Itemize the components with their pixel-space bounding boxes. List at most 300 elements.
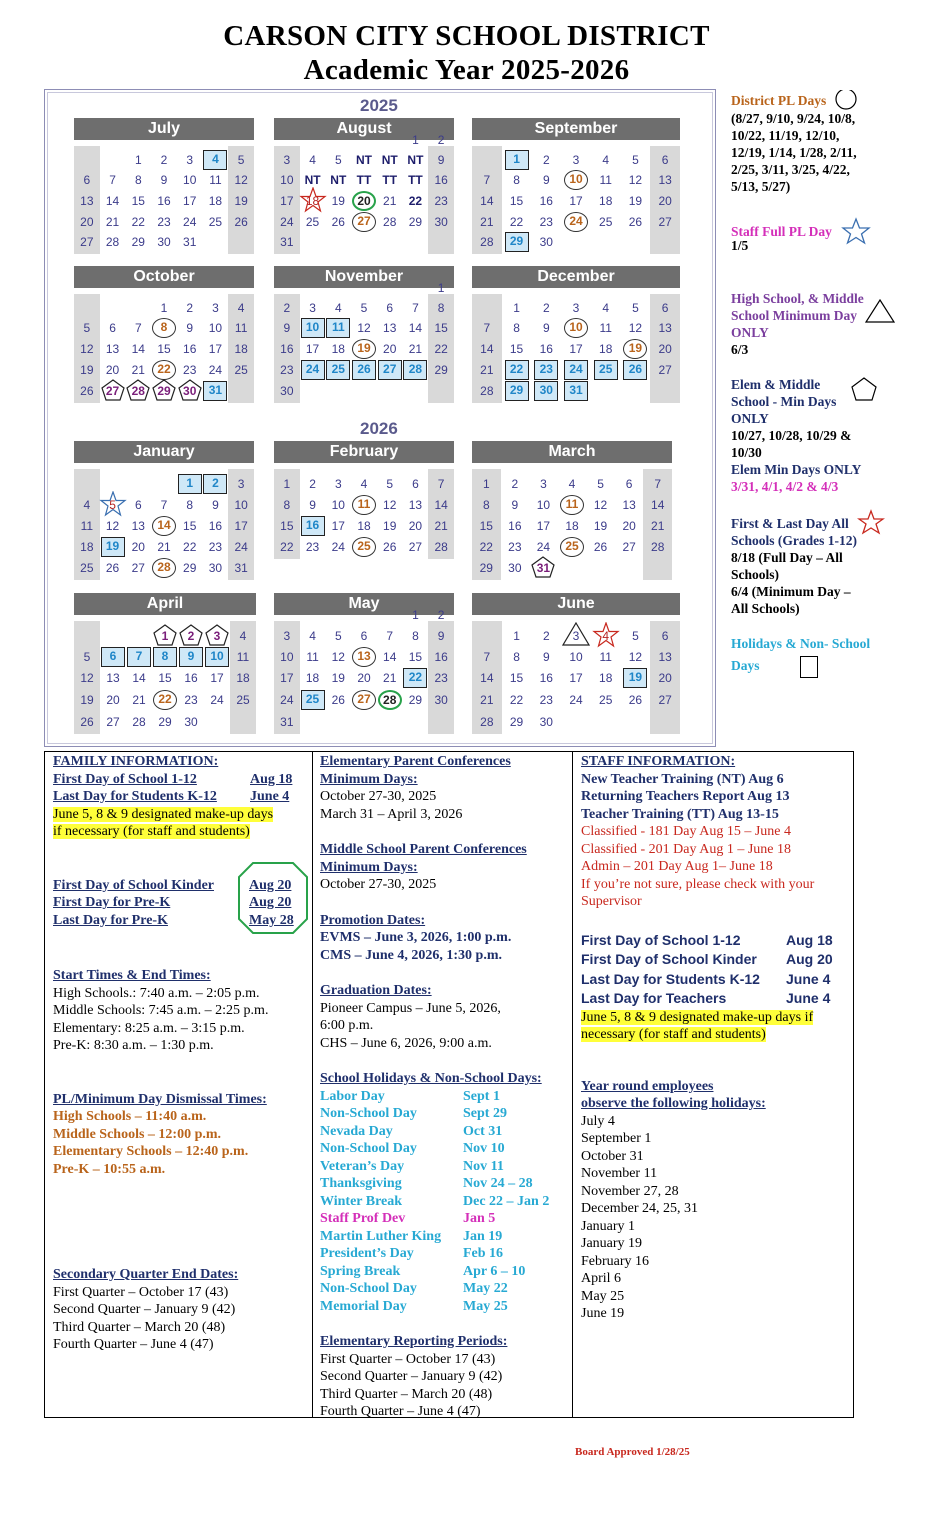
- calendar-day: 23: [434, 194, 448, 208]
- prek-first-label: First Day for Pre-K: [53, 895, 171, 910]
- calendar-day: 13: [658, 321, 672, 335]
- calendar-day: 3: [572, 301, 580, 315]
- calendar-day: 7: [127, 647, 151, 667]
- calendar-day: 5: [83, 321, 91, 335]
- calendar-day: 23: [539, 215, 553, 229]
- calendar-day: 25: [352, 537, 376, 557]
- calendar-day: 23: [208, 540, 223, 554]
- calendar-day: 29: [158, 715, 172, 729]
- staff-key-dates: [581, 931, 851, 1009]
- calendar-day: 3: [309, 301, 316, 315]
- calendar-day: 3: [212, 301, 219, 315]
- calendar-day: 12: [628, 650, 643, 664]
- calendar-day: 1: [178, 474, 202, 494]
- calendar-day: 7: [109, 173, 116, 187]
- calendar-day: 24: [564, 360, 588, 380]
- calendar-day: 31: [183, 235, 197, 249]
- board-approved: Board Approved 1/28/25: [575, 1446, 690, 1458]
- calendar-day: 18: [599, 342, 613, 356]
- calendar-day: 21: [434, 519, 448, 533]
- month-header: June: [472, 593, 680, 615]
- calendar-day: 30: [184, 715, 198, 729]
- calendar-day: 20: [80, 215, 94, 229]
- times-list: High Schools.: 7:40 a.m. – 2:05 p.m. Middle Schools: 7:45 a.m. – 2:25 p.m. Elementary: 8:25 a.m. – 3:15 p.m. Pre-K: 8:30 a.m. – 1:30 p.m.: [53, 985, 269, 1053]
- calendar-day: 22: [403, 668, 427, 688]
- calendar-day: 31: [280, 715, 294, 729]
- makeup-note: June 5, 8 & 9 designated make-up days if necessary (for staff and students): [53, 806, 274, 839]
- calendar-day: 19: [331, 194, 345, 208]
- yr-holiday-item: November 11: [581, 1166, 658, 1181]
- calendar-day: 10: [280, 650, 294, 664]
- calendar-day: 13: [408, 498, 423, 512]
- calendar-day: 18: [599, 194, 613, 208]
- calendar-day: 18: [599, 671, 613, 685]
- legend-pl-title: District PL Days: [731, 92, 827, 108]
- calendar-day: 11: [599, 173, 612, 187]
- calendar-day: 8: [283, 498, 291, 512]
- calendar-day: 18: [236, 671, 250, 685]
- calendar-day: 15: [280, 519, 294, 533]
- calendar-day: 28: [434, 540, 448, 554]
- calendar-day: 10: [569, 650, 583, 664]
- calendar-day: 9: [309, 498, 316, 512]
- calendar-day: 2: [542, 153, 550, 167]
- calendar-day: 21: [132, 693, 146, 707]
- calendar-day: 15: [509, 671, 524, 685]
- yr-holiday-item: July 4: [581, 1113, 615, 1129]
- calendar-day: 16: [301, 516, 325, 536]
- calendar-day: 6: [101, 647, 125, 667]
- kinder-label: First Day of School Kinder: [53, 877, 214, 893]
- legend-staff-title: Staff Full PL Day: [731, 223, 832, 239]
- holiday-row: Winter Break Dec 22 – Jan 2: [320, 1193, 550, 1209]
- yr-holiday-item: September 1: [581, 1131, 652, 1146]
- calendar-day: 31: [531, 560, 555, 576]
- calendar-day: 26: [80, 384, 94, 398]
- grad-list: Pioneer Campus – June 5, 2026, 6:00 p.m. CHS – June 6, 2026, 9:00 a.m.: [320, 1000, 501, 1051]
- calendar-day: 10: [234, 498, 248, 512]
- calendar-day: 11: [234, 321, 248, 335]
- calendar-day: 7: [437, 477, 445, 491]
- calendar-day: 13: [80, 194, 94, 208]
- calendar-day: 23: [280, 363, 294, 377]
- month-header: April: [74, 593, 256, 615]
- calendar-day: 20: [658, 671, 672, 685]
- calendar-day: 6: [360, 629, 368, 643]
- calendar-day: 17: [536, 519, 551, 533]
- calendar-day: 23: [534, 360, 558, 380]
- calendar-day: 21: [651, 519, 665, 533]
- calendar-day: 4: [309, 629, 316, 643]
- calendar-day: 21: [383, 671, 397, 685]
- calendar-day: 5: [632, 153, 639, 167]
- calendar-day: 14: [132, 671, 146, 685]
- calendar-day: 25: [234, 363, 248, 377]
- calendar-day: 6: [83, 173, 91, 187]
- calendar-day: 25: [560, 537, 584, 557]
- calendar-day: 23: [183, 363, 197, 377]
- holiday-row: Martin Luther King Jan 19: [320, 1228, 503, 1244]
- legend-elem-only-dates: 3/31, 4/1, 4/2 & 4/3: [731, 479, 839, 494]
- calendar-day: 27: [658, 693, 672, 707]
- kinder-value: Aug 20: [249, 877, 292, 893]
- calendar-day: 20: [131, 540, 145, 554]
- calendar-day: 14: [480, 194, 494, 208]
- red-star-icon: [857, 509, 885, 535]
- calendar-day: 4: [334, 301, 342, 315]
- calendar-day: 3: [334, 477, 342, 491]
- calendar-day: 13: [383, 321, 397, 335]
- calendar-day: 11: [306, 650, 319, 664]
- calendar-day: 24: [536, 540, 551, 554]
- staff-info: [581, 753, 851, 1323]
- calendar-day: 28: [383, 215, 397, 229]
- calendar-day: 16: [539, 671, 553, 685]
- calendar-day: 7: [483, 173, 491, 187]
- last-day-value: June 4: [250, 789, 290, 804]
- holiday-row: Thanksgiving Nov 24 – 28: [320, 1176, 533, 1191]
- calendar-day: 23: [539, 693, 553, 707]
- calendar-day: 20: [357, 671, 371, 685]
- prek-last-label: Last Day for Pre-K: [53, 912, 168, 928]
- calendar-day: 25: [599, 693, 613, 707]
- calendar-day: 22: [152, 360, 176, 380]
- calendar-day: 4: [594, 628, 618, 644]
- calendar-day: 17: [183, 194, 197, 208]
- yr-holiday-item: December 24, 25, 31: [581, 1201, 699, 1216]
- star-mark-icon: [592, 622, 620, 648]
- calendar-day: 17: [280, 671, 294, 685]
- calendar-day: 19: [331, 671, 345, 685]
- erp-list: First Quarter – October 17 (43) Second Quarter – January 9 (42) Third Quarter – March 20 (48) Fourth Quarter – June 4 (47): [320, 1351, 503, 1419]
- calendar-day: 4: [237, 301, 245, 315]
- calendar-day: 30: [508, 561, 522, 575]
- month-header: December: [472, 266, 680, 288]
- calendar-day: 2: [542, 629, 550, 643]
- calendar-day: 4: [602, 301, 610, 315]
- calendar-day: 5: [360, 301, 368, 315]
- calendar-day: 13: [658, 650, 672, 664]
- calendar-day: 22: [280, 540, 294, 554]
- calendar-day: 30: [157, 235, 171, 249]
- calendar-day: 6: [412, 477, 419, 491]
- calendar-day: 16: [508, 519, 522, 533]
- star-icon: [838, 217, 874, 245]
- calendar-day: 5: [101, 497, 125, 513]
- calendar-day: 12: [80, 671, 94, 685]
- calendar-day: 8: [513, 650, 520, 664]
- calendar-day: 10: [331, 498, 345, 512]
- prek-first-value: Aug 20: [249, 895, 292, 910]
- calendar-day: 4: [568, 477, 576, 491]
- calendar-day: 26: [331, 215, 345, 229]
- calendar-day: 1: [412, 608, 419, 622]
- calendar-day: 14: [105, 194, 120, 208]
- pentagon-mark-icon: [152, 379, 176, 401]
- calendar-day: 21: [480, 693, 494, 707]
- calendar-day: NT: [330, 173, 347, 187]
- calendar-day: 27: [658, 215, 672, 229]
- pentagon-mark-icon: [126, 379, 150, 401]
- calendar-day: 23: [508, 540, 522, 554]
- pentagon-mark-icon: [178, 379, 202, 401]
- holiday-row: Non-School Day May 22: [320, 1281, 508, 1296]
- calendar-day: 25: [236, 693, 250, 707]
- holiday-row: Non-School Day Nov 10: [320, 1141, 505, 1156]
- calendar-day: 3: [237, 477, 245, 491]
- calendar-day: 1: [437, 281, 445, 295]
- calendar-day: 7: [134, 321, 142, 335]
- holidays-heading: School Holidays & Non-School Days:: [320, 1071, 542, 1086]
- calendar-day: 29: [434, 363, 448, 377]
- staff-key-row: Last Day for Teachers June 4: [581, 990, 831, 1006]
- calendar-day: 14: [480, 342, 494, 356]
- calendar-day: 30: [434, 215, 448, 229]
- calendar-day: 26: [352, 360, 376, 380]
- calendar-day: NT: [407, 153, 424, 167]
- calendar-day: 25: [80, 561, 94, 575]
- times-heading: Start Times & End Times:: [53, 968, 211, 983]
- calendar-day: 5: [632, 629, 639, 643]
- calendar-day: 8: [482, 498, 490, 512]
- calendar-day: 16: [157, 194, 171, 208]
- calendar-day: 9: [437, 153, 445, 167]
- calendar-day: 15: [157, 342, 171, 356]
- family-heading: FAMILY INFORMATION:: [53, 754, 219, 769]
- calendar-day: 13: [131, 519, 145, 533]
- family-info: [53, 753, 311, 1354]
- square-icon: [800, 656, 818, 678]
- calendar-day: 30: [178, 383, 202, 399]
- calendar-day: 9: [542, 321, 550, 335]
- calendar-day: 28: [152, 558, 176, 578]
- calendar-day: 13: [622, 498, 636, 512]
- holiday-row: Veteran’s Day Nov 11: [320, 1158, 504, 1174]
- calendar-day: 31: [564, 381, 588, 401]
- calendar-day: 24: [208, 363, 223, 377]
- staff-makeup-note: June 5, 8 & 9 designated make-up days if necessary (for staff and students): [581, 1009, 814, 1042]
- calendar-day: 10: [208, 321, 223, 335]
- calendar-day: 5: [334, 629, 342, 643]
- calendar-day: 4: [239, 629, 247, 643]
- yr-holiday-item: June 19: [581, 1306, 625, 1321]
- calendar-day: 23: [184, 693, 198, 707]
- calendar-day: 29: [408, 215, 423, 229]
- legend-first-dates: 8/18 (Full Day – All Schools) 6/4 (Minimum Day – All Schools): [731, 550, 851, 616]
- month-header: February: [274, 441, 454, 463]
- calendar-day: 23: [305, 540, 320, 554]
- calendar-day: 19: [80, 363, 94, 377]
- calendar-day: 22: [131, 215, 145, 229]
- star-mark-icon: [99, 491, 127, 517]
- calendar-day: 17: [569, 342, 583, 356]
- calendar-day: 1: [134, 153, 142, 167]
- calendar-day: 24: [183, 215, 197, 229]
- legend-elem-title: Elem & Middle School - Min Days ONLY: [731, 377, 837, 426]
- calendar-day: 15: [479, 519, 493, 533]
- holiday-row: Nevada Day Oct 31: [320, 1123, 503, 1139]
- calendar-day: 16: [434, 650, 448, 664]
- calendar-day: 18: [565, 519, 579, 533]
- calendar-day: 22: [505, 360, 529, 380]
- calendar-day: 27: [101, 383, 125, 399]
- calendar-day: 24: [234, 540, 248, 554]
- first-day-label: First Day of School 1-12: [53, 771, 197, 787]
- calendar-day: 7: [654, 477, 662, 491]
- calendar-day: 2: [309, 477, 316, 491]
- calendar-day: 15: [408, 650, 423, 664]
- calendar-day: 16: [434, 173, 448, 187]
- calendar-day: 9: [186, 321, 194, 335]
- month-header: March: [472, 441, 672, 463]
- first-day-value: Aug 18: [250, 771, 293, 787]
- calendar-day: 17: [234, 519, 248, 533]
- calendar-day: 5: [597, 477, 604, 491]
- calendar-day: 26: [593, 540, 608, 554]
- epc-dates: October 27-30, 2025 March 31 – April 3, 2026: [320, 789, 463, 822]
- calendar-day: 14: [434, 498, 448, 512]
- calendar-day: 4: [360, 477, 368, 491]
- yr-holiday-item: April 6: [581, 1271, 622, 1286]
- calendar-day: 19: [234, 194, 248, 208]
- calendar-day: 22: [183, 540, 197, 554]
- calendar-day: 2: [203, 474, 227, 494]
- holiday-row: Spring Break Apr 6 – 10: [320, 1263, 526, 1279]
- calendar-day: 7: [386, 629, 394, 643]
- calendar-day: 16: [183, 342, 197, 356]
- calendar-day: 23: [157, 215, 171, 229]
- yr-holiday-item: May 25: [581, 1288, 625, 1304]
- month-header: May: [274, 593, 454, 615]
- calendar-day: 27: [352, 212, 376, 232]
- calendar-day: 24: [280, 215, 294, 229]
- calendar-day: 31: [234, 561, 248, 575]
- legend-elem-dates: 10/27, 10/28, 10/29 & 10/30: [731, 428, 852, 460]
- calendar-day: 7: [412, 301, 419, 315]
- calendar-day: 14: [383, 650, 397, 664]
- calendar-day: 31: [203, 381, 227, 401]
- calendar-day: 15: [158, 671, 172, 685]
- calendar-day: 18: [234, 342, 248, 356]
- calendar-day: 25: [208, 215, 223, 229]
- calendar-day: 25: [594, 360, 618, 380]
- calendar-day: 11: [560, 495, 584, 515]
- calendar-day: 3: [186, 153, 194, 167]
- epc-heading: Elementary Parent Conferences Minimum Days:: [320, 754, 511, 787]
- calendar-day: NT: [304, 173, 321, 187]
- calendar-day: 14: [480, 671, 494, 685]
- calendar-day: 21: [480, 363, 494, 377]
- legend-hs-title: High School, & Middle School Minimum Day ONLY: [731, 291, 864, 340]
- calendar-day: TT: [356, 173, 372, 187]
- calendar-day: 16: [208, 519, 223, 533]
- calendar-day: 21: [383, 194, 397, 208]
- calendar-day: 1: [283, 477, 291, 491]
- calendar-day: 12: [331, 650, 345, 664]
- calendar-day: 10: [301, 318, 325, 338]
- calendar-day: 30: [534, 381, 558, 401]
- calendar-day: 19: [80, 693, 94, 707]
- calendar-day: 28: [126, 383, 150, 399]
- calendar-day: 24: [564, 212, 588, 232]
- calendar-day: 10: [564, 318, 588, 338]
- calendar-day: 1: [505, 150, 529, 170]
- yr-holiday-item: January 1: [581, 1218, 636, 1234]
- calendar-day: 28: [651, 540, 665, 554]
- calendar-day: 22: [509, 215, 524, 229]
- last-day-label: Last Day for Students K-12: [53, 789, 217, 804]
- calendar-day: 7: [160, 498, 168, 512]
- quarter-list: First Quarter – October 17 (43) Second Quarter – January 9 (42) Third Quarter – March 20 (48) Fourth Quarter – June 4 (47): [53, 1284, 236, 1352]
- yr-holiday-item: October 31: [581, 1148, 644, 1164]
- calendar-day: 17: [569, 194, 583, 208]
- calendar-day: 25: [326, 360, 350, 380]
- calendar-day: 3: [564, 628, 588, 644]
- page-title: CARSON CITY SCHOOL DISTRICT: [223, 20, 710, 52]
- calendar-day: 5: [386, 477, 394, 491]
- dismissal-list: High Schools – 11:40 a.m. Middle Schools – 12:00 p.m. Elementary Schools – 12:40 p.m. Pre-K – 10:55 a.m.: [53, 1109, 249, 1177]
- calendar-day: 3: [205, 628, 229, 644]
- yr-holiday-item: January 19: [581, 1236, 643, 1251]
- calendar-day: 25: [301, 690, 325, 710]
- calendar-day: 10: [183, 173, 197, 187]
- calendar-day: 16: [280, 342, 294, 356]
- holiday-row: President’s Day Feb 16: [320, 1246, 504, 1261]
- calendar-day: 11: [236, 650, 250, 664]
- calendar-day: TT: [382, 173, 398, 187]
- calendar-day: 17: [210, 671, 224, 685]
- calendar-day: 9: [511, 498, 519, 512]
- calendar-day: 17: [569, 671, 583, 685]
- calendar-day: NT: [381, 153, 398, 167]
- calendar-day: 30: [539, 715, 553, 729]
- holiday-row: Non-School Day Sept 29: [320, 1106, 507, 1121]
- calendar-day: 8: [513, 321, 520, 335]
- calendar-day: 1: [513, 629, 520, 643]
- calendar-day: 1: [482, 477, 490, 491]
- erp-heading: Elementary Reporting Periods:: [320, 1334, 508, 1349]
- calendar-day: 11: [599, 650, 612, 664]
- calendar-day: 2: [186, 301, 194, 315]
- calendar-day: 11: [209, 173, 222, 187]
- calendar-day: 8: [412, 629, 419, 643]
- calendar-day: 4: [602, 153, 610, 167]
- yr-heading: Year round employees observe the following holidays:: [581, 1078, 766, 1111]
- calendar-day: 26: [623, 360, 647, 380]
- holiday-row: Labor Day Sept 1: [320, 1088, 500, 1104]
- calendar-day: 6: [661, 301, 669, 315]
- calendar-day: 5: [632, 301, 639, 315]
- legend-staff-date: 1/5: [731, 238, 749, 253]
- calendar-day: 18: [208, 194, 223, 208]
- calendar-day: 27: [106, 715, 120, 729]
- calendar-day: 30: [539, 235, 553, 249]
- calendar-day: 28: [480, 235, 494, 249]
- calendar-day: 23: [434, 671, 448, 685]
- calendar-day: 21: [157, 540, 171, 554]
- calendar-day: 2: [283, 301, 291, 315]
- calendar-day: 2: [542, 301, 550, 315]
- prek-last-value: May 28: [249, 912, 294, 928]
- calendar-day: 10: [564, 170, 588, 190]
- calendar-day: 18: [331, 342, 345, 356]
- dismissal-heading: PL/Minimum Day Dismissal Times:: [53, 1091, 267, 1107]
- calendar-day: 8: [153, 647, 177, 667]
- calendar-day: 7: [483, 650, 491, 664]
- calendar-day: 29: [509, 715, 524, 729]
- calendar-day: 6: [109, 321, 116, 335]
- mpc-heading: Middle School Parent Conferences Minimum Days:: [320, 842, 527, 875]
